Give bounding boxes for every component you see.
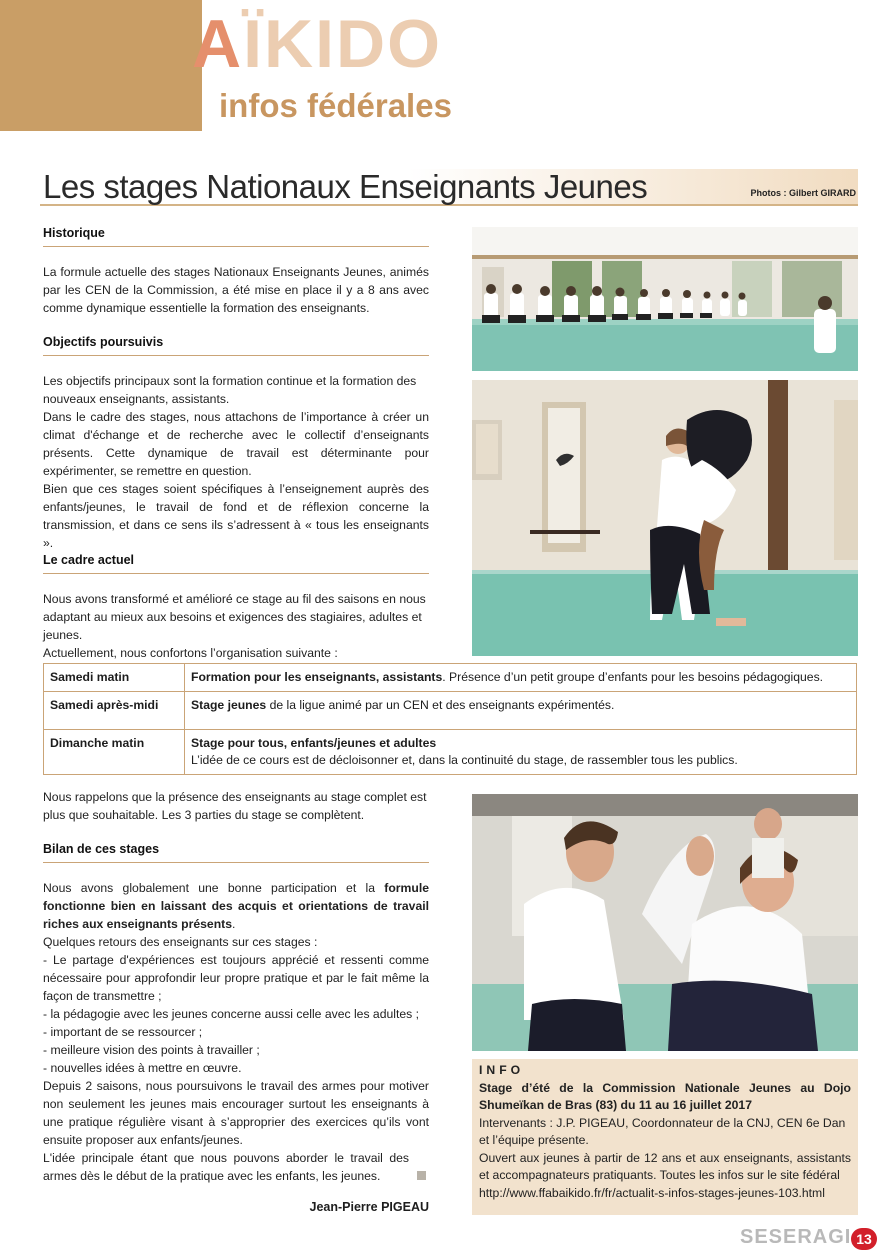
end-of-article-mark xyxy=(417,1171,426,1180)
header-color-block xyxy=(0,0,202,131)
table-row xyxy=(44,692,857,730)
bold-label: Stage jeunes xyxy=(191,698,267,712)
paragraph: Nous avons transformé et amélioré ce stage au fil des saisons en nous adaptant au mieux aux besoins et exigences des stagiaires, adultes et jeunes. xyxy=(43,592,426,642)
info-audience: Ouvert aux jeunes à partir de 12 ans et aux enseignants, assistants et accompagnateurs pratiquants. Toutes les infos sur le site fédéral xyxy=(479,1150,851,1182)
author-signature: Jean-Pierre PIGEAU xyxy=(309,1200,429,1214)
paragraph: Quelques retours des enseignants sur ces stages : xyxy=(43,935,318,949)
magazine-section-logo xyxy=(192,6,442,82)
day-cell: Samedi après-midi xyxy=(44,692,185,730)
section-bilan xyxy=(43,788,429,1185)
bilan-intro: Nous avons globalement une bonne participation et la xyxy=(43,881,385,895)
logo-accent-letter: A xyxy=(192,6,244,82)
info-box-content xyxy=(479,1062,851,1202)
photo-grab-technique xyxy=(472,794,858,1051)
paragraph xyxy=(43,879,429,933)
schedule-table xyxy=(43,663,857,775)
list-item: - Le partage d'expériences est toujours apprécié et ressenti comme nécessaire pour approfondir leur propre pratique et par le fait même la façon de transmettre ; xyxy=(43,953,429,1003)
logo-rest: ÏKIDO xyxy=(243,6,443,82)
bold-label: Formation pour les enseignants, assistants xyxy=(191,670,443,684)
table-row xyxy=(44,664,857,692)
bilan-intro-end: . xyxy=(231,917,236,931)
paragraph: Nous rappelons que la présence des enseignants au stage complet est plus que souhaitable. Les 3 parties du stage se complètent. xyxy=(43,790,427,822)
info-url-link[interactable]: http://www.ffabaikido.fr/fr/actualit-s-infos-stages-jeunes-103.html xyxy=(479,1185,825,1200)
list-item: - important de se ressourcer ; xyxy=(43,1025,203,1039)
paragraph: L'idée principale étant que nous pouvons aborder le travail des armes dès le début de la pratique avec les enfants, les jeunes. xyxy=(43,1151,409,1183)
bold-label: Stage pour tous, enfants/jeunes et adultes xyxy=(191,736,437,750)
photo-dojo-group xyxy=(472,227,858,371)
list-item: - meilleure vision des points à travailler ; xyxy=(43,1043,260,1057)
info-event: Stage d’été de la Commission Nationale Jeunes au Dojo Shumeïkan de Bras (83) du 11 au 16 juillet 2017 xyxy=(479,1080,851,1112)
description-text: de la ligue animé par un CEN et des enseignants expérimentés. xyxy=(266,698,615,712)
article-title: Les stages Nationaux Enseignants Jeunes xyxy=(43,168,648,205)
section-historique xyxy=(43,224,429,317)
paragraph: La formule actuelle des stages Nationaux Enseignants Jeunes, animés par les CEN de la Commission, a été mise en place il y a 8 ans avec comme dynamique essentielle la formation des enseignants. xyxy=(43,265,429,315)
day-cell: Dimanche matin xyxy=(44,730,185,775)
paragraph: Depuis 2 saisons, nous poursuivons le travail des armes pour motiver non seulement les jeunes mais encourager surtout les enseignants à une pratique régulière visant à s’approprier des exercices qu’ils vont ensuite proposer aux enfants/jeunes. xyxy=(43,1079,429,1147)
magazine-name: SESERAGI xyxy=(740,1226,852,1248)
list-item: - nouvelles idées à mettre en œuvre. xyxy=(43,1061,242,1075)
photo-throw-technique xyxy=(472,380,858,656)
section-heading: Objectifs poursuivis xyxy=(43,333,429,356)
paragraph: Dans le cadre des stages, nous attachons de l’importance à créer un climat d'échange et de recherche avec le collectif d’enseignants présents. Cette dynamique de travail est déterminante pour expérimenter, se remettre en question. xyxy=(43,410,429,478)
page-number-badge: 13 xyxy=(851,1228,877,1250)
paragraph: Actuellement, nous confortons l’organisation suivante : xyxy=(43,646,338,660)
section-objectifs xyxy=(43,333,429,552)
bilan-intro-bold: formule fonctionne bien en laissant des acquis et orientations de travail riches aux enseignants présents xyxy=(43,881,429,931)
list-item: - la pédagogie avec les jeunes concerne aussi celle avec les adultes ; xyxy=(43,1007,420,1021)
table-row xyxy=(44,730,857,775)
info-speakers: Intervenants : J.P. PIGEAU, Coordonnateur de la CNJ, CEN 6e Dan et l’équipe présente. xyxy=(479,1115,846,1147)
description-cell xyxy=(185,664,857,692)
description-cell xyxy=(185,692,857,730)
photo-credit: Photos : Gilbert GIRARD xyxy=(750,188,856,198)
section-heading: Historique xyxy=(43,224,429,247)
section-cadre xyxy=(43,551,429,662)
paragraph: Les objectifs principaux sont la formation continue et la formation des nouveaux enseignants, assistants. xyxy=(43,374,417,406)
description-cell xyxy=(185,730,857,775)
section-subtitle: infos fédérales xyxy=(219,87,452,124)
description-text: . Présence d’un petit groupe d’enfants pour les besoins pédagogiques. xyxy=(442,670,824,684)
section-heading: Le cadre actuel xyxy=(43,551,429,574)
description-text: L’idée de ce cours est de décloisonner et, dans la continuité du stage, de rassembler tous les publics. xyxy=(191,753,738,767)
day-cell: Samedi matin xyxy=(44,664,185,692)
info-heading: INFO xyxy=(479,1063,525,1077)
paragraph: Bien que ces stages soient spécifiques à l’enseignement auprès des enfants/jeunes, le travail de fond et de réflexion concerne la transmission, et dans ce sens ils s’adressent à « tous les enseignants ». xyxy=(43,482,429,550)
section-heading: Bilan de ces stages xyxy=(43,840,429,863)
